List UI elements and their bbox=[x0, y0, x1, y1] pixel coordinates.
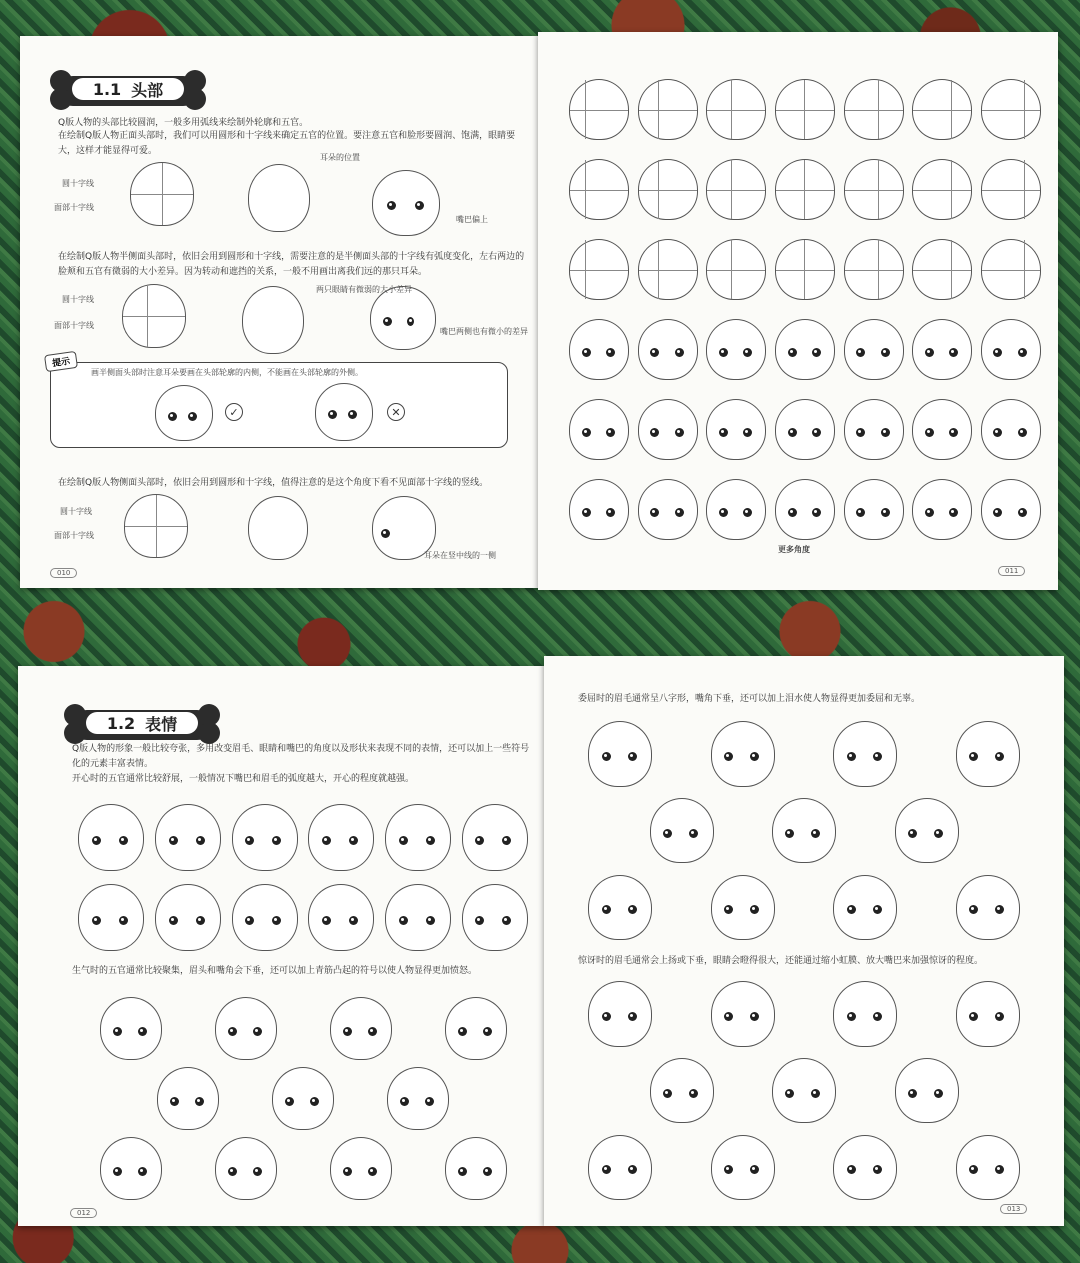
sketch-head bbox=[844, 399, 904, 460]
intro-paragraph: Q版人物的形象一般比较夸张，多用改变眉毛、眼睛和嘴巴的角度以及形状来表现不同的表情，还可以加上一些符号化的元素丰富表情。 bbox=[72, 744, 530, 769]
eye-icon bbox=[425, 1097, 434, 1106]
eye-icon bbox=[675, 348, 684, 357]
eye-icon bbox=[92, 916, 101, 925]
sketch-head bbox=[775, 79, 835, 140]
eye-icon bbox=[995, 905, 1004, 914]
sketch-head bbox=[385, 804, 451, 871]
sketch-head bbox=[895, 1058, 959, 1123]
sketch-head bbox=[588, 1135, 652, 1200]
eye-icon bbox=[847, 1012, 856, 1021]
sketch-head bbox=[833, 721, 897, 786]
eye-icon bbox=[582, 428, 591, 437]
sketch-head bbox=[775, 239, 835, 300]
eye-icon bbox=[285, 1097, 294, 1106]
eye-icon bbox=[650, 508, 659, 517]
eye-icon bbox=[719, 348, 728, 357]
eye-icon bbox=[113, 1027, 122, 1036]
eye-icon bbox=[812, 348, 821, 357]
happy-expressions-grid bbox=[72, 796, 532, 956]
eye-icon bbox=[119, 916, 128, 925]
sketch-head bbox=[588, 721, 652, 786]
eye-icon bbox=[138, 1027, 147, 1036]
sketch-head bbox=[100, 1137, 162, 1200]
eye-icon bbox=[881, 508, 890, 517]
eye-icon bbox=[602, 752, 611, 761]
sketch-head bbox=[100, 997, 162, 1060]
eye-icon bbox=[812, 428, 821, 437]
sketch-head bbox=[844, 79, 904, 140]
sketch-head bbox=[833, 981, 897, 1046]
sketch-head bbox=[981, 159, 1041, 220]
eye-icon bbox=[196, 836, 205, 845]
sketch-head bbox=[956, 875, 1020, 940]
eye-icon bbox=[349, 836, 358, 845]
sketch-head bbox=[462, 884, 528, 951]
eye-icon bbox=[322, 836, 331, 845]
eye-icon bbox=[847, 905, 856, 914]
eye-icon bbox=[628, 905, 637, 914]
eye-icon bbox=[343, 1167, 352, 1176]
sketch-head bbox=[844, 239, 904, 300]
eye-icon bbox=[483, 1027, 492, 1036]
sketch-head bbox=[462, 804, 528, 871]
eye-icon bbox=[993, 428, 1002, 437]
sketch-head bbox=[569, 319, 629, 380]
intro-paragraph-2: 在绘制Q版人物正面头部时，我们可以用圆形和十字线来确定五官的位置。要注意五官和脸形要圆润、饱满，眼睛要大，这样才能显得可爱。 bbox=[58, 131, 516, 156]
eye-icon bbox=[675, 508, 684, 517]
sketch-head bbox=[772, 1058, 836, 1123]
sketch-head bbox=[706, 159, 766, 220]
eye-icon bbox=[602, 905, 611, 914]
eye-icon bbox=[138, 1167, 147, 1176]
eye-icon bbox=[119, 836, 128, 845]
sketch-head bbox=[330, 1137, 392, 1200]
sketch-head bbox=[569, 479, 629, 540]
eye-icon bbox=[934, 829, 943, 838]
page-number: 011 bbox=[998, 566, 1025, 576]
eye-icon bbox=[847, 752, 856, 761]
sketch-head bbox=[706, 319, 766, 380]
sketch-head bbox=[569, 239, 629, 300]
eye-icon bbox=[995, 752, 1004, 761]
surprise-paragraph: 惊讶时的眉毛通常会上扬或下垂，眼睛会瞪得很大，还能通过缩小虹膜、放大嘴巴来加强惊讶的程度。 bbox=[578, 956, 984, 966]
eye-icon bbox=[245, 916, 254, 925]
eye-icon bbox=[949, 348, 958, 357]
sketch-head bbox=[157, 1067, 219, 1130]
eye-icon bbox=[483, 1167, 492, 1176]
section-title: 表情 bbox=[145, 714, 178, 734]
sketch-head bbox=[445, 1137, 507, 1200]
eye-icon bbox=[663, 1089, 672, 1098]
sketch-head bbox=[711, 875, 775, 940]
eye-icon bbox=[399, 916, 408, 925]
sketch-head bbox=[638, 79, 698, 140]
eye-icon bbox=[788, 508, 797, 517]
section-number: 1.1 bbox=[92, 79, 122, 99]
label-mouth-diff: 嘴巴两侧也有微小的差异 bbox=[440, 327, 528, 336]
sketch-head bbox=[215, 997, 277, 1060]
eye-icon bbox=[400, 1097, 409, 1106]
sketch-head bbox=[775, 399, 835, 460]
eye-icon bbox=[925, 508, 934, 517]
eye-icon bbox=[169, 836, 178, 845]
eye-icon bbox=[170, 1097, 179, 1106]
eye-icon bbox=[881, 348, 890, 357]
sketch-head bbox=[78, 804, 144, 871]
sketch-head bbox=[638, 399, 698, 460]
sketch-head bbox=[706, 239, 766, 300]
eye-icon bbox=[628, 1165, 637, 1174]
sketch-head bbox=[833, 875, 897, 940]
sad-paragraph: 委屈时的眉毛通常呈八字形，嘴角下垂，还可以加上泪水使人物显得更加委屈和无辜。 bbox=[578, 694, 921, 704]
label-ear-side: 耳朵在竖中线的一侧 bbox=[424, 551, 496, 560]
section-title-badge bbox=[58, 74, 208, 108]
eye-icon bbox=[1018, 428, 1027, 437]
eye-icon bbox=[1018, 348, 1027, 357]
eye-icon bbox=[908, 829, 917, 838]
caption-more-angles: 更多角度 bbox=[778, 545, 810, 554]
half-side-paragraph: 在绘制Q版人物半侧面头部时，依旧会用到圆形和十字线，需要注意的是半侧面头部的十字线有弧度变化，左右两边的脸颊和五官有微弱的大小差异。因为转动和遮挡的关系，一般不用画出离我们远的那只耳朵。 bbox=[58, 252, 525, 277]
eye-icon bbox=[993, 508, 1002, 517]
eye-icon bbox=[502, 836, 511, 845]
eye-icon bbox=[502, 916, 511, 925]
eye-icon bbox=[606, 508, 615, 517]
eye-icon bbox=[995, 1165, 1004, 1174]
tip-head-wrong bbox=[315, 383, 373, 441]
head-outline-side bbox=[248, 496, 308, 560]
sketch-head bbox=[844, 479, 904, 540]
eye-icon bbox=[750, 1165, 759, 1174]
eye-icon bbox=[475, 836, 484, 845]
sketch-head bbox=[981, 319, 1041, 380]
eye-icon bbox=[602, 1012, 611, 1021]
side-paragraph: 在绘制Q版人物侧面头部时，依旧会用到圆形和十字线，值得注意的是这个角度下看不见面部十字线的竖线。 bbox=[58, 478, 489, 488]
surprise-expressions-grid bbox=[558, 974, 1048, 1204]
sketch-head bbox=[912, 479, 972, 540]
eye-icon bbox=[925, 428, 934, 437]
eye-icon bbox=[949, 508, 958, 517]
head-circle-guide bbox=[130, 162, 194, 226]
sketch-head bbox=[775, 319, 835, 380]
eye-icon bbox=[743, 508, 752, 517]
sketch-head bbox=[650, 798, 714, 863]
section-number: 1.2 bbox=[106, 713, 136, 733]
eye-icon bbox=[788, 348, 797, 357]
label-face-cross: 面部十字线 bbox=[54, 203, 94, 212]
sketch-head bbox=[638, 319, 698, 380]
eye-icon bbox=[969, 1165, 978, 1174]
sketch-head bbox=[638, 159, 698, 220]
eye-icon bbox=[969, 752, 978, 761]
sketch-head bbox=[981, 399, 1041, 460]
sketch-head bbox=[844, 159, 904, 220]
eye-icon bbox=[92, 836, 101, 845]
eye-icon bbox=[368, 1167, 377, 1176]
page-number: 012 bbox=[70, 1208, 97, 1218]
eye-icon bbox=[934, 1089, 943, 1098]
head-angles-grid bbox=[564, 68, 1044, 548]
label-ear-position: 耳朵的位置 bbox=[320, 153, 360, 162]
eye-icon bbox=[349, 916, 358, 925]
eye-icon bbox=[650, 348, 659, 357]
eye-icon bbox=[113, 1167, 122, 1176]
tip-head-correct bbox=[155, 385, 213, 441]
head-finished-front bbox=[372, 170, 440, 236]
eye-icon bbox=[689, 1089, 698, 1098]
eye-icon bbox=[788, 428, 797, 437]
sketch-head bbox=[912, 159, 972, 220]
sad-expressions-grid bbox=[558, 714, 1048, 944]
eye-icon bbox=[750, 1012, 759, 1021]
sketch-head bbox=[706, 79, 766, 140]
sketch-head bbox=[215, 1137, 277, 1200]
sketch-head bbox=[711, 1135, 775, 1200]
head-circle-guide-side bbox=[124, 494, 188, 558]
head-outline-front bbox=[248, 164, 310, 232]
eye-icon bbox=[582, 348, 591, 357]
eye-icon bbox=[856, 508, 865, 517]
eye-icon bbox=[743, 348, 752, 357]
eye-icon bbox=[195, 1097, 204, 1106]
cross-mark-icon: ✕ bbox=[387, 403, 405, 421]
book-page-013 bbox=[544, 656, 1064, 1226]
sketch-head bbox=[330, 997, 392, 1060]
sketch-head bbox=[772, 798, 836, 863]
eye-icon bbox=[750, 752, 759, 761]
sketch-head bbox=[445, 997, 507, 1060]
eye-icon bbox=[628, 752, 637, 761]
eye-icon bbox=[196, 916, 205, 925]
sketch-head bbox=[638, 239, 698, 300]
sketch-head bbox=[912, 319, 972, 380]
sketch-head bbox=[232, 804, 298, 871]
eye-icon bbox=[719, 508, 728, 517]
intro-paragraph-1: Q版人物的头部比较圆润，一般多用弧线来绘制外轮廓和五官。 bbox=[58, 118, 309, 128]
eye-icon bbox=[582, 508, 591, 517]
sketch-head bbox=[569, 399, 629, 460]
head-outline-half bbox=[242, 286, 304, 354]
sketch-head bbox=[844, 319, 904, 380]
sketch-head bbox=[387, 1067, 449, 1130]
sketch-head bbox=[912, 79, 972, 140]
eye-icon bbox=[856, 428, 865, 437]
sketch-head bbox=[956, 1135, 1020, 1200]
eye-icon bbox=[908, 1089, 917, 1098]
eye-icon bbox=[949, 428, 958, 437]
sketch-head bbox=[232, 884, 298, 951]
eye-icon bbox=[873, 752, 882, 761]
eye-icon bbox=[228, 1167, 237, 1176]
sketch-head bbox=[308, 804, 374, 871]
eye-icon bbox=[873, 1165, 882, 1174]
page-number: 013 bbox=[1000, 1204, 1027, 1214]
sketch-head bbox=[956, 981, 1020, 1046]
eye-icon bbox=[1018, 508, 1027, 517]
sketch-head bbox=[912, 399, 972, 460]
eye-icon bbox=[969, 905, 978, 914]
book-page-012 bbox=[18, 666, 544, 1226]
sketch-head bbox=[981, 239, 1041, 300]
eye-icon bbox=[995, 1012, 1004, 1021]
eye-icon bbox=[322, 916, 331, 925]
eye-icon bbox=[743, 428, 752, 437]
tip-tag: 提示 bbox=[44, 351, 78, 372]
sketch-head bbox=[711, 721, 775, 786]
eye-icon bbox=[663, 829, 672, 838]
eye-icon bbox=[368, 1027, 377, 1036]
eye-icon bbox=[675, 428, 684, 437]
label-circle-cross-3: 圆十字线 bbox=[60, 507, 92, 516]
sketch-head bbox=[706, 479, 766, 540]
eye-icon bbox=[399, 836, 408, 845]
eye-icon bbox=[458, 1167, 467, 1176]
book-page-011 bbox=[538, 32, 1058, 590]
eye-icon bbox=[343, 1027, 352, 1036]
eye-icon bbox=[245, 836, 254, 845]
eye-icon bbox=[925, 348, 934, 357]
sketch-head bbox=[650, 1058, 714, 1123]
book-page-010 bbox=[20, 36, 538, 588]
section-title-badge bbox=[72, 708, 222, 742]
label-face-cross-2: 面部十字线 bbox=[54, 321, 94, 330]
eye-icon bbox=[426, 916, 435, 925]
eye-icon bbox=[272, 836, 281, 845]
eye-icon bbox=[993, 348, 1002, 357]
label-circle-cross: 圆十字线 bbox=[62, 179, 94, 188]
eye-icon bbox=[847, 1165, 856, 1174]
eye-icon bbox=[602, 1165, 611, 1174]
sketch-head bbox=[706, 399, 766, 460]
eye-icon bbox=[272, 916, 281, 925]
eye-icon bbox=[169, 916, 178, 925]
eye-icon bbox=[881, 428, 890, 437]
sketch-head bbox=[569, 159, 629, 220]
label-face-cross-3: 面部十字线 bbox=[54, 531, 94, 540]
eye-icon bbox=[719, 428, 728, 437]
eye-icon bbox=[253, 1027, 262, 1036]
label-circle-cross-2: 圆十字线 bbox=[62, 295, 94, 304]
eye-icon bbox=[873, 1012, 882, 1021]
sketch-head bbox=[956, 721, 1020, 786]
sketch-head bbox=[272, 1067, 334, 1130]
eye-icon bbox=[969, 1012, 978, 1021]
eye-icon bbox=[724, 1012, 733, 1021]
angry-paragraph: 生气时的五官通常比较聚集，眉头和嘴角会下垂，还可以加上青筋凸起的符号以使人物显得更加愤怒。 bbox=[72, 966, 478, 976]
sketch-head bbox=[155, 804, 221, 871]
section-title: 头部 bbox=[131, 80, 164, 100]
page-number: 010 bbox=[50, 568, 77, 578]
eye-icon bbox=[724, 1165, 733, 1174]
sketch-head bbox=[78, 884, 144, 951]
sketch-head bbox=[981, 79, 1041, 140]
eye-icon bbox=[750, 905, 759, 914]
eye-icon bbox=[228, 1027, 237, 1036]
sketch-head bbox=[895, 798, 959, 863]
label-mouth-high: 嘴巴偏上 bbox=[456, 215, 488, 224]
eye-icon bbox=[475, 916, 484, 925]
sketch-head bbox=[569, 79, 629, 140]
sketch-head bbox=[155, 884, 221, 951]
sketch-head bbox=[308, 884, 374, 951]
angry-expressions-grid bbox=[72, 992, 532, 1202]
check-mark-icon: ✓ bbox=[225, 403, 243, 421]
eye-icon bbox=[310, 1097, 319, 1106]
sketch-head bbox=[833, 1135, 897, 1200]
eye-icon bbox=[811, 1089, 820, 1098]
sketch-head bbox=[775, 479, 835, 540]
eye-icon bbox=[606, 348, 615, 357]
eye-icon bbox=[628, 1012, 637, 1021]
head-circle-guide-half bbox=[122, 284, 186, 348]
eye-icon bbox=[724, 752, 733, 761]
sketch-head bbox=[588, 875, 652, 940]
sketch-head bbox=[775, 159, 835, 220]
eye-icon bbox=[650, 428, 659, 437]
sketch-head bbox=[711, 981, 775, 1046]
eye-icon bbox=[873, 905, 882, 914]
eye-icon bbox=[458, 1027, 467, 1036]
eye-icon bbox=[253, 1167, 262, 1176]
tip-box bbox=[50, 356, 508, 448]
eye-icon bbox=[811, 829, 820, 838]
happy-paragraph: 开心时的五官通常比较舒展，一般情况下嘴巴和眉毛的弧度越大，开心的程度就越强。 bbox=[72, 774, 415, 784]
sketch-head bbox=[912, 239, 972, 300]
sketch-head bbox=[981, 479, 1041, 540]
eye-icon bbox=[606, 428, 615, 437]
eye-icon bbox=[856, 348, 865, 357]
sketch-head bbox=[385, 884, 451, 951]
eye-icon bbox=[724, 905, 733, 914]
tip-text: 画半侧面头部时注意耳朵要画在头部轮廓的内侧，不能画在头部轮廓的外侧。 bbox=[91, 368, 363, 377]
sketch-head bbox=[588, 981, 652, 1046]
head-finished-half bbox=[370, 286, 436, 350]
eye-icon bbox=[812, 508, 821, 517]
eye-icon bbox=[426, 836, 435, 845]
label-eye-size-diff: 两只眼睛有微弱的大小差异 bbox=[316, 285, 412, 294]
sketch-head bbox=[638, 479, 698, 540]
eye-icon bbox=[785, 1089, 794, 1098]
eye-icon bbox=[689, 829, 698, 838]
eye-icon bbox=[785, 829, 794, 838]
